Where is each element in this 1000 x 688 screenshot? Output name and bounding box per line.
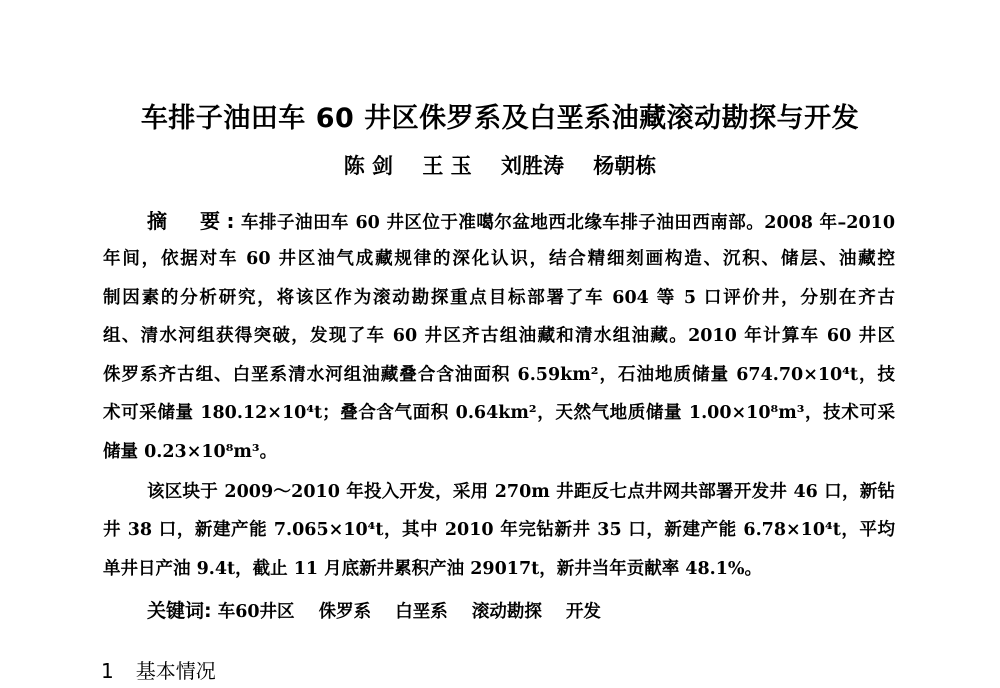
keyword-item: 侏罗系 <box>318 602 372 622</box>
author-name: 王 玉 <box>422 153 472 178</box>
abstract-line <box>147 209 895 235</box>
abstract-line: 储量 0.23×10⁸m³。 <box>103 442 278 462</box>
author-name: 刘胜涛 <box>500 153 564 178</box>
keyword-item: 白垩系 <box>395 602 448 622</box>
author-name: 杨朝栋 <box>593 153 657 178</box>
abstract-line: 年间，依据对车 60 井区油气成藏规律的深化认识，结合精细刻画构造、沉积、储层、油藏控 <box>103 249 895 269</box>
keyword-item: 开发 <box>565 602 601 622</box>
abstract-text: 车排子油田车 60 井区位于准噶尔盆地西北缘车排子油田西南部。2008 年–2010 <box>240 213 895 233</box>
section-number: 1 <box>101 659 114 683</box>
abstract-line: 井 38 口，新建产能 7.065×10⁴t，其中 2010 年完钻新井 35 口，新建产能 6.78×10⁴t，平均 <box>103 520 895 540</box>
abstract-line: 侏罗系齐古组、白垩系清水河组油藏叠合含油面积 6.59km²，石油地质储量 674.70×10⁴t，技 <box>103 365 895 385</box>
author-name: 陈 剑 <box>343 153 394 178</box>
keywords <box>147 596 619 623</box>
abstract-line: 制因素的分析研究，将该区作为滚动勘探重点目标部署了车 604 等 5 口评价井，分别在齐古 <box>103 288 895 308</box>
author-list <box>0 150 1000 180</box>
abstract-line: 单井日产油 9.4t，截止 11 月底新井累积产油 29017t，新井当年贡献率 48.1%。 <box>103 559 763 579</box>
abstract-label: 摘 要: <box>147 209 241 233</box>
paper-title: 车排子油田车 60 井区侏罗系及白垩系油藏滚动勘探与开发 <box>140 103 860 134</box>
abstract-line: 该区块于 2009～2010 年投入开发，采用 270m 井距反七点井网共部署开发井 46 口，新钻 <box>147 482 895 502</box>
section-heading <box>101 655 216 684</box>
abstract-line: 组、清水河组获得突破，发现了车 60 井区齐古组油藏和清水组油藏。2010 年计算车 60 井区 <box>103 326 895 346</box>
keyword-item: 车60井区 <box>217 602 295 622</box>
abstract-line: 术可采储量 180.12×10⁴t；叠合含气面积 0.64km²，天然气地质储量 1.00×10⁸m³，技术可采 <box>103 403 895 423</box>
section-title: 基本情况 <box>135 659 216 683</box>
keyword-item: 滚动勘探 <box>471 602 542 622</box>
keywords-label: 关键词: <box>147 600 212 622</box>
